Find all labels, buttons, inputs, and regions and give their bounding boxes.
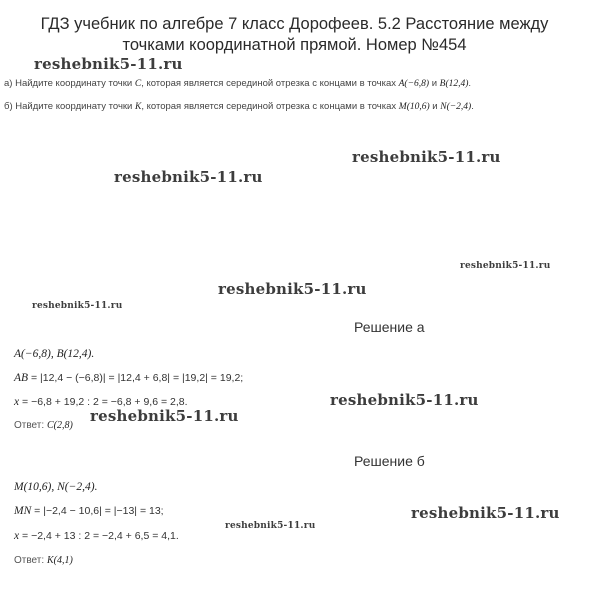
- task-b-and: и: [432, 101, 438, 112]
- solution-a-points: [14, 348, 94, 360]
- solution-b-midpoint-var: x: [14, 530, 20, 542]
- solution-a-answer: [14, 420, 73, 431]
- solution-b-points: [14, 481, 97, 493]
- watermark: reshebnik5-11.ru: [411, 504, 560, 522]
- task-b-point: K: [135, 102, 142, 112]
- solution-a-points-text: A(−6,8), B(12,4).: [14, 348, 95, 360]
- solution-b-answer-value: K(4,1): [46, 555, 73, 566]
- solution-a-midpoint: [14, 396, 188, 408]
- task-a: [4, 78, 471, 89]
- solution-b-answer: [14, 555, 73, 566]
- watermark: reshebnik5-11.ru: [218, 280, 367, 298]
- solution-a-distance: [14, 372, 243, 384]
- solution-b-heading: Решение б: [354, 453, 425, 469]
- task-a-end: .: [468, 78, 472, 89]
- solution-b-distance-var: MN: [14, 505, 32, 517]
- watermark: reshebnik5-11.ru: [352, 148, 501, 166]
- task-b-middle: , которая является серединой отрезка с концами в точках: [141, 101, 397, 112]
- task-b-point-2: N(−2,4): [440, 102, 472, 112]
- task-a-point-2: B(12,4): [439, 79, 469, 89]
- solution-b-midpoint: [14, 530, 179, 542]
- solution-a-answer-label: Ответ:: [14, 420, 45, 431]
- page-title: ГДЗ учебник по алгебре 7 класс Дорофеев. 5.2 Расстояние между точками координатной прямой. Номер №454: [40, 15, 549, 54]
- watermark: reshebnik5-11.ru: [460, 261, 551, 271]
- solution-b-answer-label: Ответ:: [14, 555, 45, 566]
- watermark: reshebnik5-11.ru: [330, 391, 479, 409]
- watermark: reshebnik5-11.ru: [114, 168, 263, 186]
- solution-b-distance: [14, 505, 164, 517]
- solution-b-midpoint-expr: = −2,4 + 13 : 2 = −2,4 + 6,5 = 4,1.: [19, 530, 179, 542]
- solution-a-heading: Решение а: [354, 319, 425, 335]
- watermark: reshebnik5-11.ru: [34, 55, 183, 73]
- task-a-point: C: [134, 79, 142, 89]
- watermark: reshebnik5-11.ru: [225, 521, 316, 531]
- solution-a-answer-value: C(2,8): [46, 420, 73, 431]
- solution-a-midpoint-var: x: [14, 396, 20, 408]
- solution-a-midpoint-expr: = −6,8 + 19,2 : 2 = −6,8 + 9,6 = 2,8.: [19, 396, 188, 408]
- solution-a-distance-var: AB: [14, 372, 29, 384]
- solution-a-distance-expr: = |12,4 − (−6,8)| = |12,4 + 6,8| = |19,2| = 19,2;: [28, 372, 244, 384]
- watermark: reshebnik5-11.ru: [32, 301, 123, 311]
- task-b-end: .: [471, 101, 474, 112]
- watermark: reshebnik5-11.ru: [90, 407, 239, 425]
- task-a-prefix: а) Найдите координату точки: [4, 78, 133, 89]
- task-a-middle: , которая является серединой отрезка с концами в точках: [141, 78, 396, 89]
- task-a-point-1: A(−6,8): [398, 79, 430, 89]
- task-a-and: и: [431, 78, 437, 89]
- solution-b-distance-expr: = |−2,4 − 10,6| = |−13| = 13;: [31, 505, 164, 517]
- solution-b-points-text: M(10,6), N(−2,4).: [14, 481, 98, 493]
- task-b: [4, 101, 474, 112]
- task-b-prefix: б) Найдите координату точки: [4, 101, 133, 112]
- task-b-point-1: M(10,6): [398, 102, 430, 112]
